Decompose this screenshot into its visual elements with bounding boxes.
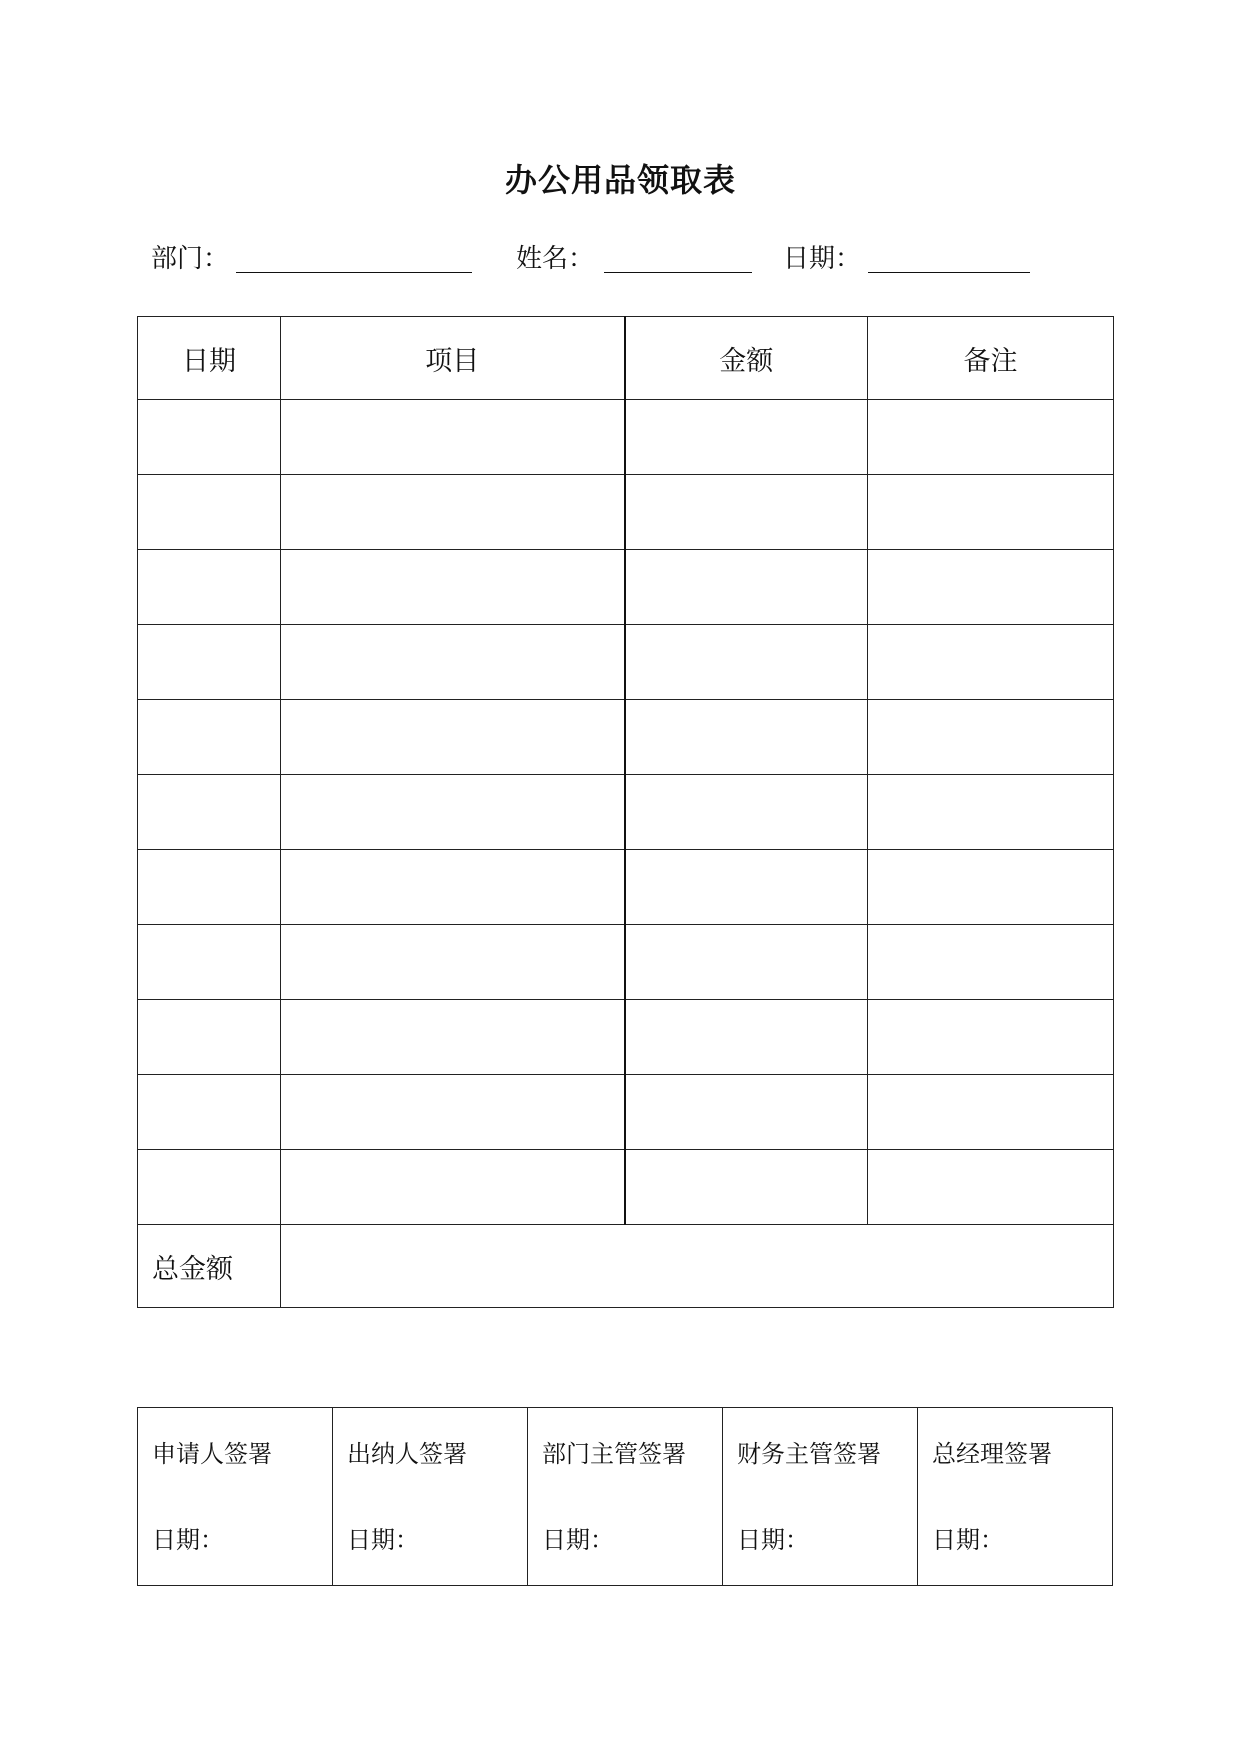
table-row [138, 1150, 1114, 1225]
amount-cell[interactable] [625, 625, 868, 700]
date-cell[interactable] [138, 925, 281, 1000]
remarks-cell[interactable] [868, 925, 1114, 1000]
date-field[interactable] [868, 272, 1030, 273]
remarks-cell[interactable] [868, 475, 1114, 550]
item-cell[interactable] [281, 925, 625, 1000]
table-row [138, 925, 1114, 1000]
date-cell[interactable] [138, 1075, 281, 1150]
table-row [138, 775, 1114, 850]
form-title: 办公用品领取表 [504, 161, 736, 199]
remarks-cell[interactable] [868, 550, 1114, 625]
item-cell[interactable] [281, 700, 625, 775]
name-field[interactable] [604, 272, 752, 273]
date-cell[interactable] [138, 475, 281, 550]
remarks-cell[interactable] [868, 1000, 1114, 1075]
remarks-cell[interactable] [868, 700, 1114, 775]
signature-role-label: 部门主管签署 [542, 1440, 686, 1468]
item-cell[interactable] [281, 625, 625, 700]
item-cell[interactable] [281, 775, 625, 850]
header-item: 项目 [281, 317, 625, 400]
remarks-cell[interactable] [868, 400, 1114, 475]
department-field[interactable] [236, 272, 472, 273]
signature-table [137, 1407, 1113, 1586]
signature-row [138, 1408, 1113, 1586]
item-cell[interactable] [281, 550, 625, 625]
amount-cell[interactable] [625, 475, 868, 550]
header-amount: 金额 [625, 317, 868, 400]
signature-role-label: 申请人签署 [152, 1440, 272, 1468]
signature-role-label: 出纳人签署 [347, 1440, 467, 1468]
amount-cell[interactable] [625, 1150, 868, 1225]
total-amount-label: 总金额 [138, 1225, 281, 1308]
item-cell[interactable] [281, 1150, 625, 1225]
total-amount-cell[interactable] [281, 1225, 1114, 1308]
remarks-cell[interactable] [868, 775, 1114, 850]
table-row [138, 1075, 1114, 1150]
signature-cell[interactable] [723, 1408, 918, 1586]
signature-date-label: 日期： [737, 1526, 809, 1554]
item-cell[interactable] [281, 850, 625, 925]
signature-date-label: 日期： [932, 1526, 1004, 1554]
remarks-cell[interactable] [868, 1075, 1114, 1150]
amount-cell[interactable] [625, 400, 868, 475]
signature-role-label: 总经理签署 [932, 1440, 1052, 1468]
table-header-row [138, 317, 1114, 400]
date-cell[interactable] [138, 1150, 281, 1225]
remarks-cell[interactable] [868, 1150, 1114, 1225]
table-row [138, 475, 1114, 550]
date-cell[interactable] [138, 550, 281, 625]
date-cell[interactable] [138, 700, 281, 775]
signature-date-label: 日期： [542, 1526, 614, 1554]
date-label: 日期： [783, 244, 862, 274]
date-cell[interactable] [138, 400, 281, 475]
table-row [138, 1000, 1114, 1075]
table-row [138, 700, 1114, 775]
signature-date-label: 日期： [152, 1526, 224, 1554]
header-remarks: 备注 [868, 317, 1114, 400]
date-cell[interactable] [138, 775, 281, 850]
table-row [138, 550, 1114, 625]
table-row [138, 625, 1114, 700]
date-cell[interactable] [138, 625, 281, 700]
signature-cell[interactable] [528, 1408, 723, 1586]
signature-role-label: 财务主管签署 [737, 1440, 881, 1468]
amount-cell[interactable] [625, 850, 868, 925]
item-cell[interactable] [281, 1000, 625, 1075]
table-row [138, 850, 1114, 925]
signature-cell[interactable] [138, 1408, 333, 1586]
total-row [138, 1225, 1114, 1308]
amount-cell[interactable] [625, 550, 868, 625]
remarks-cell[interactable] [868, 625, 1114, 700]
name-label: 姓名： [516, 244, 595, 274]
header-date: 日期 [138, 317, 281, 400]
remarks-cell[interactable] [868, 850, 1114, 925]
signature-date-label: 日期： [347, 1526, 419, 1554]
items-table [137, 316, 1114, 1308]
amount-cell[interactable] [625, 700, 868, 775]
signature-cell[interactable] [333, 1408, 528, 1586]
amount-cell[interactable] [625, 775, 868, 850]
date-cell[interactable] [138, 850, 281, 925]
item-cell[interactable] [281, 400, 625, 475]
table-row [138, 400, 1114, 475]
item-cell[interactable] [281, 475, 625, 550]
signature-cell[interactable] [918, 1408, 1113, 1586]
amount-cell[interactable] [625, 1000, 868, 1075]
department-label: 部门： [151, 244, 230, 274]
amount-cell[interactable] [625, 1075, 868, 1150]
amount-cell[interactable] [625, 925, 868, 1000]
date-cell[interactable] [138, 1000, 281, 1075]
item-cell[interactable] [281, 1075, 625, 1150]
